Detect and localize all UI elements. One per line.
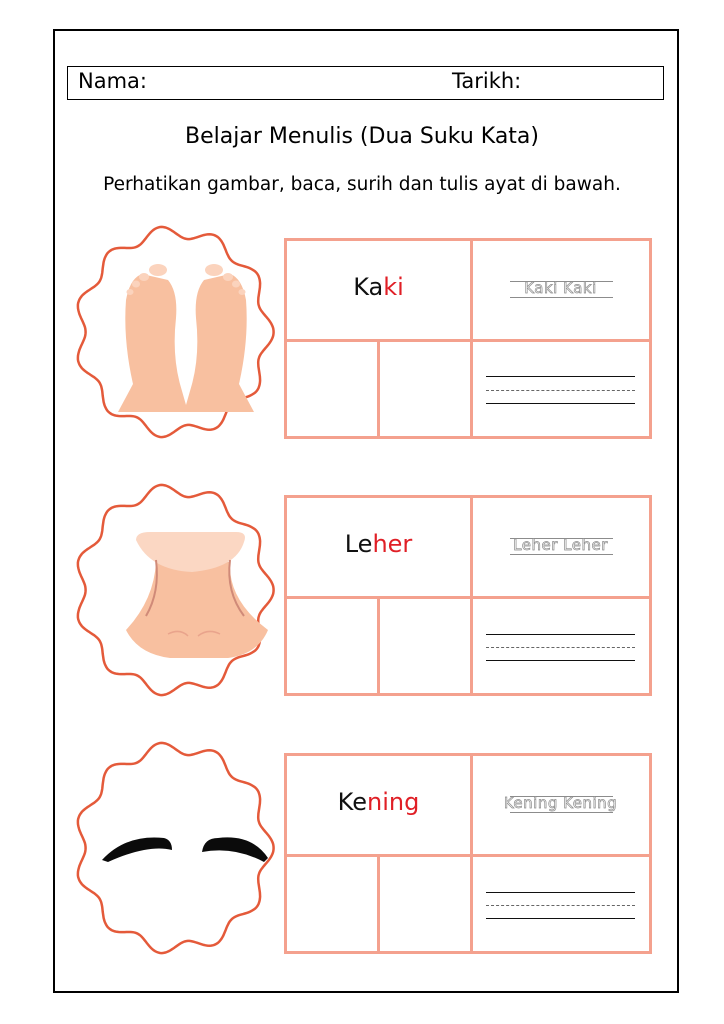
- wavy-outline: [78, 743, 274, 953]
- trace-text: Leher Leher: [513, 536, 608, 554]
- word-grid: [284, 753, 652, 954]
- trace-text: Kaki Kaki: [524, 279, 597, 297]
- wavy-frame-icon: [68, 738, 280, 958]
- writing-baseline: [486, 660, 635, 661]
- name-label: Nama:: [78, 69, 147, 93]
- writing-guide-line: [486, 647, 635, 648]
- writing-baseline: [486, 918, 635, 919]
- feet-picture-badge: [68, 222, 280, 442]
- word-kening: Kening: [337, 788, 420, 816]
- writing-line[interactable]: [486, 376, 635, 377]
- header-box: [67, 66, 664, 100]
- writing-line[interactable]: [486, 634, 635, 635]
- word-grid: [284, 238, 652, 439]
- trace-text: Kening Kening: [503, 794, 618, 812]
- writing-baseline: [486, 403, 635, 404]
- eyebrows-picture-badge: [68, 738, 280, 958]
- wavy-frame-icon: [68, 480, 280, 700]
- word-grid: [284, 495, 652, 696]
- worksheet-title: Belajar Menulis (Dua Suku Kata): [185, 124, 539, 149]
- neck-picture-badge: [68, 480, 280, 700]
- wavy-outline: [78, 227, 274, 437]
- writing-line[interactable]: [486, 892, 635, 893]
- word-kaki: Kaki: [353, 273, 404, 301]
- wavy-outline: [78, 485, 274, 695]
- word-leher: Leher: [344, 530, 413, 558]
- writing-guide-line: [486, 905, 635, 906]
- wavy-frame-icon: [68, 222, 280, 442]
- date-label: Tarikh:: [452, 69, 522, 93]
- writing-guide-line: [486, 390, 635, 391]
- instruction-text: Perhatikan gambar, baca, surih dan tulis ayat di bawah.: [103, 174, 621, 195]
